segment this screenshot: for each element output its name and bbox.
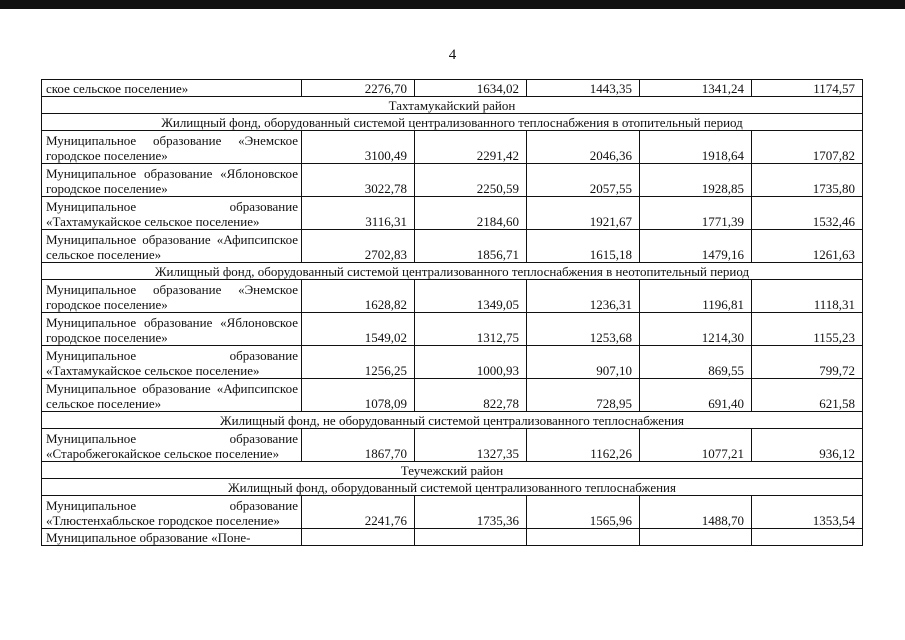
value-cell: 1349,05 (415, 280, 527, 313)
value-cell: 2250,59 (415, 164, 527, 197)
value-cell: 1628,82 (302, 280, 415, 313)
value-cell: 2046,36 (527, 131, 640, 164)
value-cell: 1078,09 (302, 379, 415, 412)
value-cell (752, 529, 863, 546)
value-cell: 1077,21 (640, 429, 752, 462)
value-cell: 1771,39 (640, 197, 752, 230)
section-heading: Тахтамукайский район (42, 97, 863, 114)
municipality-name: Муниципальное образование «Тлюстенхабльское городское поселение» (42, 496, 302, 529)
value-cell: 2241,76 (302, 496, 415, 529)
value-cell: 1532,46 (752, 197, 863, 230)
tariff-table (41, 79, 863, 546)
value-cell: 1928,85 (640, 164, 752, 197)
value-cell: 1312,75 (415, 313, 527, 346)
municipality-name: Муниципальное образование «Тахтамукайское сельское поселение» (42, 197, 302, 230)
table-row (42, 346, 863, 379)
table-row (42, 164, 863, 197)
municipality-name: Муниципальное образование «Энемское городское поселение» (42, 131, 302, 164)
value-cell: 691,40 (640, 379, 752, 412)
value-cell: 1196,81 (640, 280, 752, 313)
value-cell: 936,12 (752, 429, 863, 462)
municipality-name: Муниципальное образование «Поне- (42, 529, 302, 546)
value-cell: 1549,02 (302, 313, 415, 346)
value-cell: 1353,54 (752, 496, 863, 529)
value-cell: 1253,68 (527, 313, 640, 346)
section-heading: Жилищный фонд, не оборудованный системой централизованного теплоснабжения (42, 412, 863, 429)
table-row (42, 197, 863, 230)
value-cell: 1236,31 (527, 280, 640, 313)
value-cell: 1256,25 (302, 346, 415, 379)
value-cell: 1443,35 (527, 80, 640, 97)
table-row (42, 529, 863, 546)
value-cell (415, 529, 527, 546)
page-number: 4 (448, 47, 457, 63)
section-heading: Жилищный фонд, оборудованный системой централизованного теплоснабжения (42, 479, 863, 496)
value-cell: 1174,57 (752, 80, 863, 97)
section-row (42, 97, 863, 114)
value-cell: 2291,42 (415, 131, 527, 164)
value-cell: 621,58 (752, 379, 863, 412)
value-cell: 1479,16 (640, 230, 752, 263)
scan-top-border (0, 0, 905, 9)
value-cell: 1214,30 (640, 313, 752, 346)
value-cell: 907,10 (527, 346, 640, 379)
value-cell (640, 529, 752, 546)
value-cell (527, 529, 640, 546)
value-cell: 3022,78 (302, 164, 415, 197)
value-cell: 1341,24 (640, 80, 752, 97)
municipality-name: ское сельское поселение» (42, 80, 302, 97)
table-row (42, 313, 863, 346)
value-cell: 1921,67 (527, 197, 640, 230)
section-row (42, 114, 863, 131)
value-cell: 1867,70 (302, 429, 415, 462)
value-cell: 799,72 (752, 346, 863, 379)
table-row (42, 230, 863, 263)
table-row (42, 80, 863, 97)
table-row (42, 131, 863, 164)
municipality-name: Муниципальное образование «Яблоновское городское поселение» (42, 164, 302, 197)
municipality-name: Муниципальное образование «Старобжегокайское сельское поселение» (42, 429, 302, 462)
section-heading: Теучежский район (42, 462, 863, 479)
section-row (42, 479, 863, 496)
section-row (42, 412, 863, 429)
value-cell: 1261,63 (752, 230, 863, 263)
value-cell: 728,95 (527, 379, 640, 412)
section-heading: Жилищный фонд, оборудованный системой централизованного теплоснабжения в неотопительный период (42, 263, 863, 280)
municipality-name: Муниципальное образование «Яблоновское городское поселение» (42, 313, 302, 346)
table-row (42, 379, 863, 412)
value-cell: 2057,55 (527, 164, 640, 197)
value-cell: 869,55 (640, 346, 752, 379)
value-cell: 1565,96 (527, 496, 640, 529)
value-cell: 3116,31 (302, 197, 415, 230)
value-cell: 1918,64 (640, 131, 752, 164)
municipality-name: Муниципальное образование «Энемское городское поселение» (42, 280, 302, 313)
table-row (42, 280, 863, 313)
value-cell: 822,78 (415, 379, 527, 412)
value-cell: 2184,60 (415, 197, 527, 230)
value-cell: 1707,82 (752, 131, 863, 164)
value-cell: 1000,93 (415, 346, 527, 379)
value-cell (302, 529, 415, 546)
section-row (42, 263, 863, 280)
value-cell: 1735,36 (415, 496, 527, 529)
value-cell: 1735,80 (752, 164, 863, 197)
value-cell: 1118,31 (752, 280, 863, 313)
value-cell: 1162,26 (527, 429, 640, 462)
table-row (42, 496, 863, 529)
section-row (42, 462, 863, 479)
table-row (42, 429, 863, 462)
value-cell: 2276,70 (302, 80, 415, 97)
value-cell: 1327,35 (415, 429, 527, 462)
value-cell: 1856,71 (415, 230, 527, 263)
municipality-name: Муниципальное образование «Афипсипское сельское поселение» (42, 230, 302, 263)
value-cell: 3100,49 (302, 131, 415, 164)
value-cell: 2702,83 (302, 230, 415, 263)
value-cell: 1155,23 (752, 313, 863, 346)
value-cell: 1615,18 (527, 230, 640, 263)
table-body (42, 80, 863, 546)
value-cell: 1634,02 (415, 80, 527, 97)
municipality-name: Муниципальное образование «Афипсипское сельское поселение» (42, 379, 302, 412)
value-cell: 1488,70 (640, 496, 752, 529)
section-heading: Жилищный фонд, оборудованный системой централизованного теплоснабжения в отопительный период (42, 114, 863, 131)
municipality-name: Муниципальное образование «Тахтамукайское сельское поселение» (42, 346, 302, 379)
